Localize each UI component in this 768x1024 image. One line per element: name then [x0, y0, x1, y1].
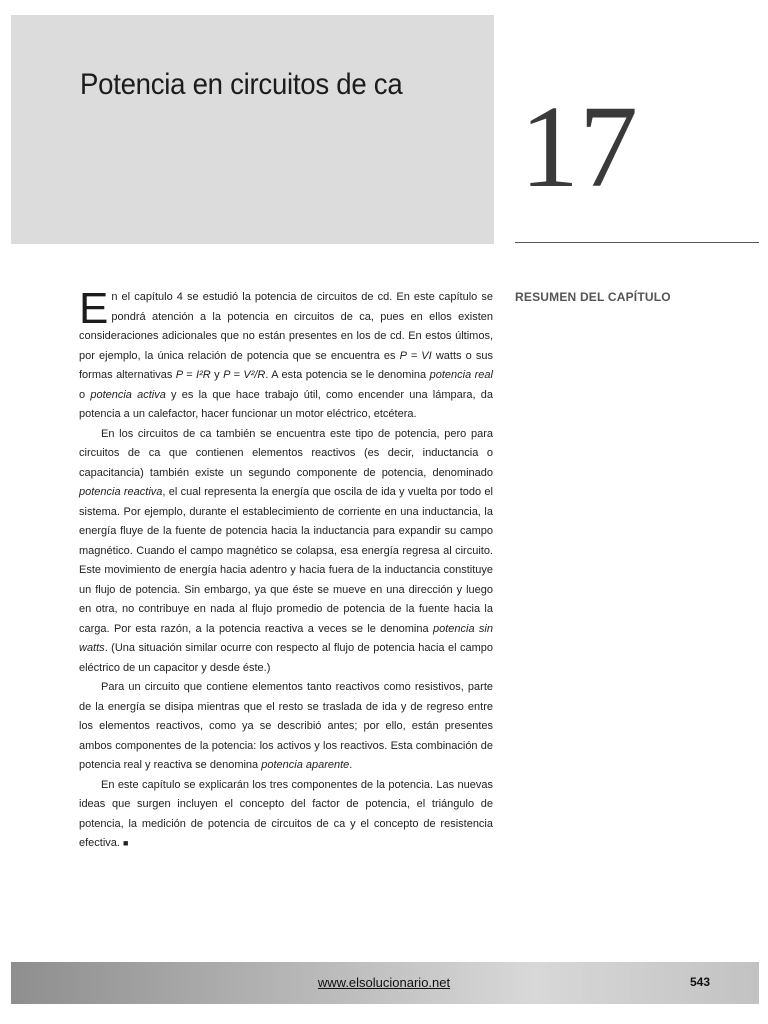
formula: P = VI	[399, 349, 432, 362]
text-run: Para un circuito que contiene elementos tanto reactivos como resistivos, parte de la energía se disipa mientras que el resto se traslada de ida y de regreso entre los elementos reactivos, como ya se describió antes; por ello, están presentes ambos componentes de la potencia: los activos y los reactivos. Esta combinación de potencia real y reactiva se denomina	[79, 681, 493, 771]
formula: P = I²R	[175, 369, 211, 381]
text-run: En los circuitos de ca también se encuentra este tipo de potencia, pero para circuitos de ca que contienen elementos reactivos (es decir, inductancia o capacitancia) también existe un segundo componente de potencia, denominado	[79, 427, 493, 479]
term: potencia sin watts	[79, 622, 493, 654]
paragraph-3	[79, 678, 493, 776]
term: potencia activa	[90, 388, 166, 401]
text-run: . (Una situación similar ocurre con respecto al flujo de potencia hacia el campo eléctrico de un capacitor y desde éste.)	[79, 642, 493, 674]
footer-website-link[interactable]: www.elsolucionario.net	[317, 975, 451, 990]
text-run: o	[79, 388, 91, 401]
chapter-intro-text	[79, 284, 493, 854]
header-rule	[515, 242, 759, 243]
paragraph-2	[79, 425, 493, 679]
text-run: watts o sus formas alternativas	[79, 349, 493, 381]
term: potencia aparente	[261, 759, 350, 771]
chapter-number: 17	[520, 81, 638, 212]
formula: P = V²/R	[223, 369, 266, 381]
text-run: .	[349, 759, 353, 771]
text-run: . A esta potencia se le denomina	[265, 369, 430, 381]
summary-heading: RESUMEN DEL CAPÍTULO	[515, 290, 671, 304]
term: potencia real	[429, 369, 493, 381]
text-run: n el capítulo 4 se estudió la potencia de circuitos de cd. En este capítulo se pondrá atención a la potencia en circuitos de ca, pues en ellos existen consideraciones adicionales que no están presentes en los de cd. En estos últimos, por ejemplo, la única relación de potencia que se encuentra es	[79, 291, 493, 362]
drop-cap: E	[79, 284, 109, 333]
text-run: En este capítulo se explicarán los tres componentes de la potencia. Las nuevas ideas que surgen incluyen el concepto del factor de potencia, el triángulo de potencia, la medición de potencia de circuitos de ca y el concepto de resistencia efectiva.	[79, 778, 493, 849]
paragraph-1	[79, 284, 493, 425]
chapter-title: Potencia en circuitos de ca	[80, 68, 403, 101]
paragraph-4	[79, 776, 493, 854]
chapter-header-panel	[11, 15, 494, 244]
text-run: , el cual representa la energía que oscila de ida y vuelta por todo el sistema. Por ejemplo, durante el establecimiento de corriente en una inductancia, la energía fluye de la fuente de potencia hacia la inductancia para expandir su campo magnético. Cuando el campo magnético se colapsa, esa energía regresa al circuito. Este movimiento de energía hacia adentro y hacia fuera de la inductancia constituye un flujo de potencia. Sin embargo, ya que éste se mueve en una dirección y luego en otra, no contribuye en nada al flujo promedio de potencia de la fuente hacia la carga. Por esta razón, a la potencia reactiva a veces se le denomina	[79, 486, 493, 635]
text-run: y es la que hace trabajo útil, como encender una lámpara, da potencia a un calefactor, hacer funcionar un motor eléctrico, etcétera.	[79, 388, 493, 420]
text-run: y	[210, 369, 224, 381]
term: potencia reactiva	[79, 486, 163, 498]
end-mark-icon: ■	[123, 838, 129, 848]
page-number: 543	[690, 975, 711, 989]
